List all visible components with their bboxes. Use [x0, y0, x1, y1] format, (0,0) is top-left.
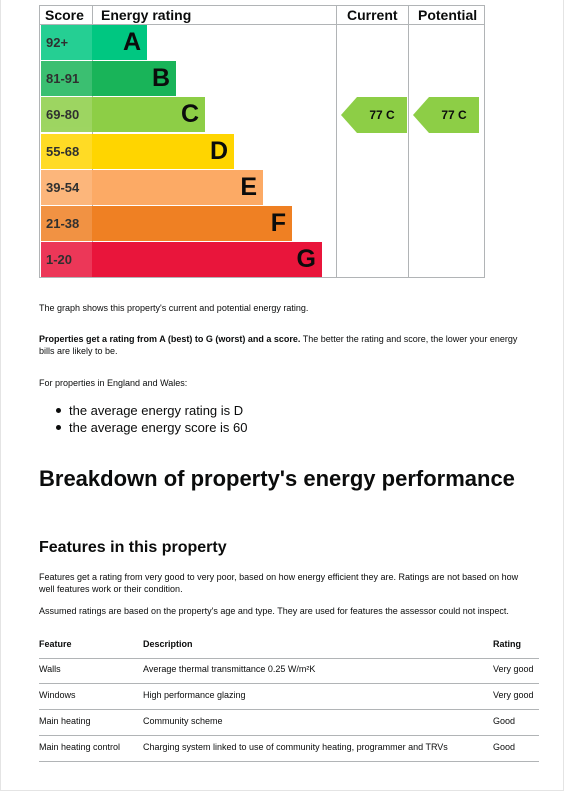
band-letter-f: F: [270, 209, 286, 237]
assumed-ratings-note: Assumed ratings are based on the property's age and type. They are used for features the assessor could not inspect.: [39, 606, 509, 616]
band-letter-e: E: [240, 173, 257, 201]
bullet-dot-icon: [56, 425, 61, 430]
band-score-a: 92+: [41, 25, 92, 60]
features-note: Features get a rating from very good to very poor, based on how energy efficient they are. Ratings are not based on how well features work or their condition.: [39, 572, 519, 594]
band-letter-b: B: [151, 64, 170, 92]
band-bar-d: [92, 134, 234, 169]
bullet-dot-icon: [56, 408, 61, 413]
breakdown-heading: Breakdown of property's energy performance: [39, 466, 515, 491]
band-score-c: 69-80: [41, 97, 92, 132]
table-cell-feature: Windows: [39, 690, 76, 700]
table-cell-description: Charging system linked to use of community heating, programmer and TRVs: [143, 742, 448, 752]
band-letter-c: C: [180, 100, 199, 128]
band-score-g: 1-20: [41, 242, 92, 277]
table-cell-feature: Main heating: [39, 716, 91, 726]
band-bar-b: [92, 61, 176, 96]
feature-column-header: Feature: [39, 639, 72, 649]
table-row: [39, 657, 539, 684]
table-cell-feature: Main heating control: [39, 742, 121, 752]
page-edge-left: [0, 0, 1, 791]
current-rating-arrow: [341, 97, 407, 133]
description-column-header: Description: [143, 639, 193, 649]
band-score-e: 39-54: [41, 170, 92, 205]
band-score-d: 55-68: [41, 134, 92, 169]
table-cell-feature: Walls: [39, 664, 61, 674]
potential-rating-arrow: [413, 97, 479, 133]
table-row: [39, 683, 539, 710]
current-rating-value: 77 C: [369, 108, 395, 122]
bullet-average-score: [56, 420, 248, 436]
bullet-average-rating: [56, 403, 243, 419]
table-cell-rating: Good: [493, 716, 516, 726]
bullet-average-rating-text: the average energy rating is D: [69, 403, 244, 418]
table-row: [39, 709, 539, 736]
features-heading: Features in this property: [39, 539, 227, 556]
regions-note: For properties in England and Wales:: [39, 378, 188, 388]
energy-rating-chart: [39, 5, 485, 278]
band-bar-c: [92, 97, 205, 132]
band-letter-g: G: [296, 245, 316, 273]
potential-rating-value: 77 C: [441, 108, 467, 122]
score-header: Score: [45, 7, 84, 23]
band-score-f: 21-38: [41, 206, 92, 241]
current-divider: [336, 6, 337, 277]
energy-rating-header: Energy rating: [101, 7, 192, 23]
band-bar-e: [92, 170, 263, 205]
table-cell-rating: Very good: [493, 690, 534, 700]
bullet-average-score-text: the average energy score is 60: [69, 420, 248, 435]
rating-explanation: [39, 333, 519, 357]
table-cell-description: Average thermal transmittance 0.25 W/m²K: [143, 664, 316, 674]
band-score-b: 81-91: [41, 61, 92, 96]
table-row: [39, 735, 539, 762]
table-header-row: [39, 632, 539, 659]
table-cell-description: Community scheme: [143, 716, 223, 726]
band-bar-f: [92, 206, 292, 241]
band-letter-a: A: [122, 28, 141, 56]
band-bar-a: [92, 25, 147, 60]
potential-divider: [408, 6, 409, 277]
band-letter-d: D: [209, 137, 228, 165]
table-cell-rating: Good: [493, 742, 516, 752]
potential-header: Potential: [418, 7, 478, 23]
rating-explanation-bold: Properties get a rating from A (best) to G (worst) and a score.: [39, 334, 301, 344]
rating-column-header: Rating: [493, 639, 521, 649]
band-bar-g: [92, 242, 322, 277]
table-cell-description: High performance glazing: [143, 690, 246, 700]
table-cell-rating: Very good: [493, 664, 534, 674]
current-header: Current: [347, 7, 398, 23]
graph-note: The graph shows this property's current and potential energy rating.: [39, 303, 309, 313]
rating-explanation-rest: The better the rating and score, the lower your energy bills are likely to be.: [39, 334, 518, 356]
